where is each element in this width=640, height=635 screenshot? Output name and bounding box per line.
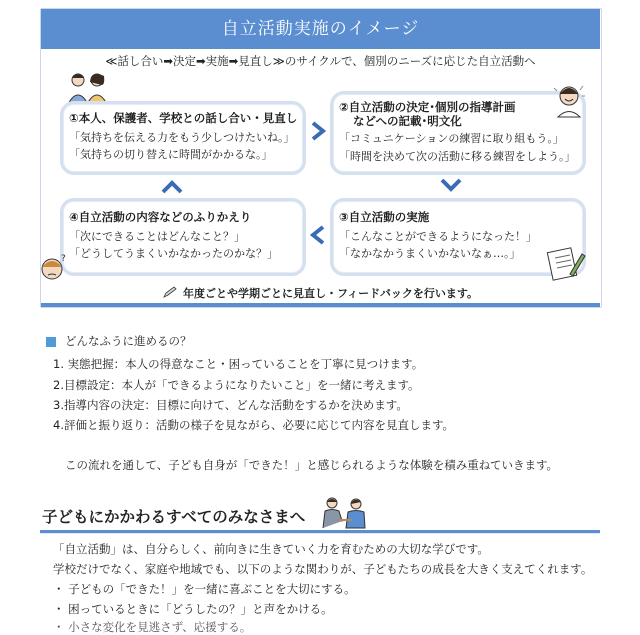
question-marker bbox=[46, 337, 56, 347]
card1-line2: 「気持ちの切り替えに時間がかかるな。」 bbox=[69, 148, 273, 161]
process-step-1: 1. 実態把握：本人の得意なこと・困っていることを丁寧に見つけます。 bbox=[53, 357, 424, 371]
section-rule-shadow bbox=[40, 533, 600, 534]
card3-head: ③自立活動の実施 bbox=[339, 210, 430, 224]
card4-line2: 「どうしてうまくいかなかったのかな？」 bbox=[69, 247, 278, 260]
footer-text: 年度ごとや学期ごとに見直し・フィードバックを行います。 bbox=[182, 287, 479, 300]
two-people-icon bbox=[320, 495, 368, 529]
card-step1 bbox=[60, 101, 306, 175]
card4-line1: 「次にできることはどんなこと？」 bbox=[69, 230, 245, 243]
card3-line2: 「なかなかうまくいかないなぁ…。」 bbox=[339, 247, 521, 260]
chevron-left-icon bbox=[310, 225, 326, 245]
card4-head: ④自立活動の内容などのふりかえり bbox=[69, 210, 252, 224]
process-step-2: 2.目標設定：本人が「できるようになりたいこと」を一緒に考えます。 bbox=[53, 378, 420, 392]
card-step2 bbox=[330, 91, 586, 175]
card1-head: ①本人、保護者、学校との話し合い・見直し bbox=[69, 111, 298, 125]
clipboard-pencil-icon bbox=[546, 244, 586, 282]
section-bullet-1: ・ 子どもの「できた！」を一緒に喜ぶことを大切にする。 bbox=[53, 582, 356, 596]
smiling-child-icon bbox=[552, 82, 586, 118]
process-question: どんなふうに進めるの？ bbox=[65, 334, 192, 348]
process-step-3: 3.指導内容の決定：目標に向けて、どんな活動をするかを決めます。 bbox=[53, 398, 408, 412]
section-bullet-3: ・ 小さな変化を見逃さず、応援する。 bbox=[53, 620, 252, 634]
diagram-title: 自立活動実施のイメージ bbox=[41, 9, 600, 49]
card1-line1: 「気持ちを伝える力をもう少しつけたいね。」 bbox=[69, 131, 295, 144]
card2-line2: 「時間を決めて次の活動に移る練習をしよう。」 bbox=[339, 150, 576, 163]
process-step-4: 4.評価と振り返り：活動の様子を見ながら、必要に応じて内容を見直します。 bbox=[53, 418, 455, 432]
card2-head1: ②自立活動の決定･個別の指導計画 bbox=[339, 100, 516, 114]
chevron-up-icon bbox=[160, 179, 184, 195]
section-paragraph-2: 学校だけでなく、家庭や地域でも、以下のような関わりが、子どもたちの成長を大きく支えてくれます。 bbox=[53, 562, 593, 576]
section-bullet-2: ・ 困っているときに「どうしたの？」と声をかける。 bbox=[53, 602, 333, 616]
section-paragraph-1: 「自立活動」は、自分らしく、前向きに生きていく力を育むための大切な学びです。 bbox=[53, 542, 489, 556]
card3-line1: 「こんなことができるようになった！」 bbox=[339, 230, 537, 243]
diagram-bottom-rule bbox=[41, 303, 600, 307]
pencil-icon bbox=[163, 286, 177, 298]
svg-text:?: ? bbox=[61, 254, 66, 264]
chevron-down-icon bbox=[439, 177, 463, 193]
process-closing: この流れを通して、子ども自身が「できた！」と感じられるような体験を積み重ねていきます。 bbox=[65, 458, 559, 472]
cycle-caption: ≪話し合い➡決定➡実施➡見直し≫のサイクルで、個別のニーズに応じた自立活動へ bbox=[105, 54, 536, 68]
card2-line1: 「コミュニケーションの練習に取り組もう。」 bbox=[339, 132, 564, 145]
section-title: 子どもにかかわるすべてのみなさまへ bbox=[42, 508, 306, 526]
card-step4 bbox=[60, 198, 306, 276]
card2-head2: などへの記載･明文化 bbox=[353, 114, 462, 128]
chevron-right-icon bbox=[308, 121, 328, 144]
